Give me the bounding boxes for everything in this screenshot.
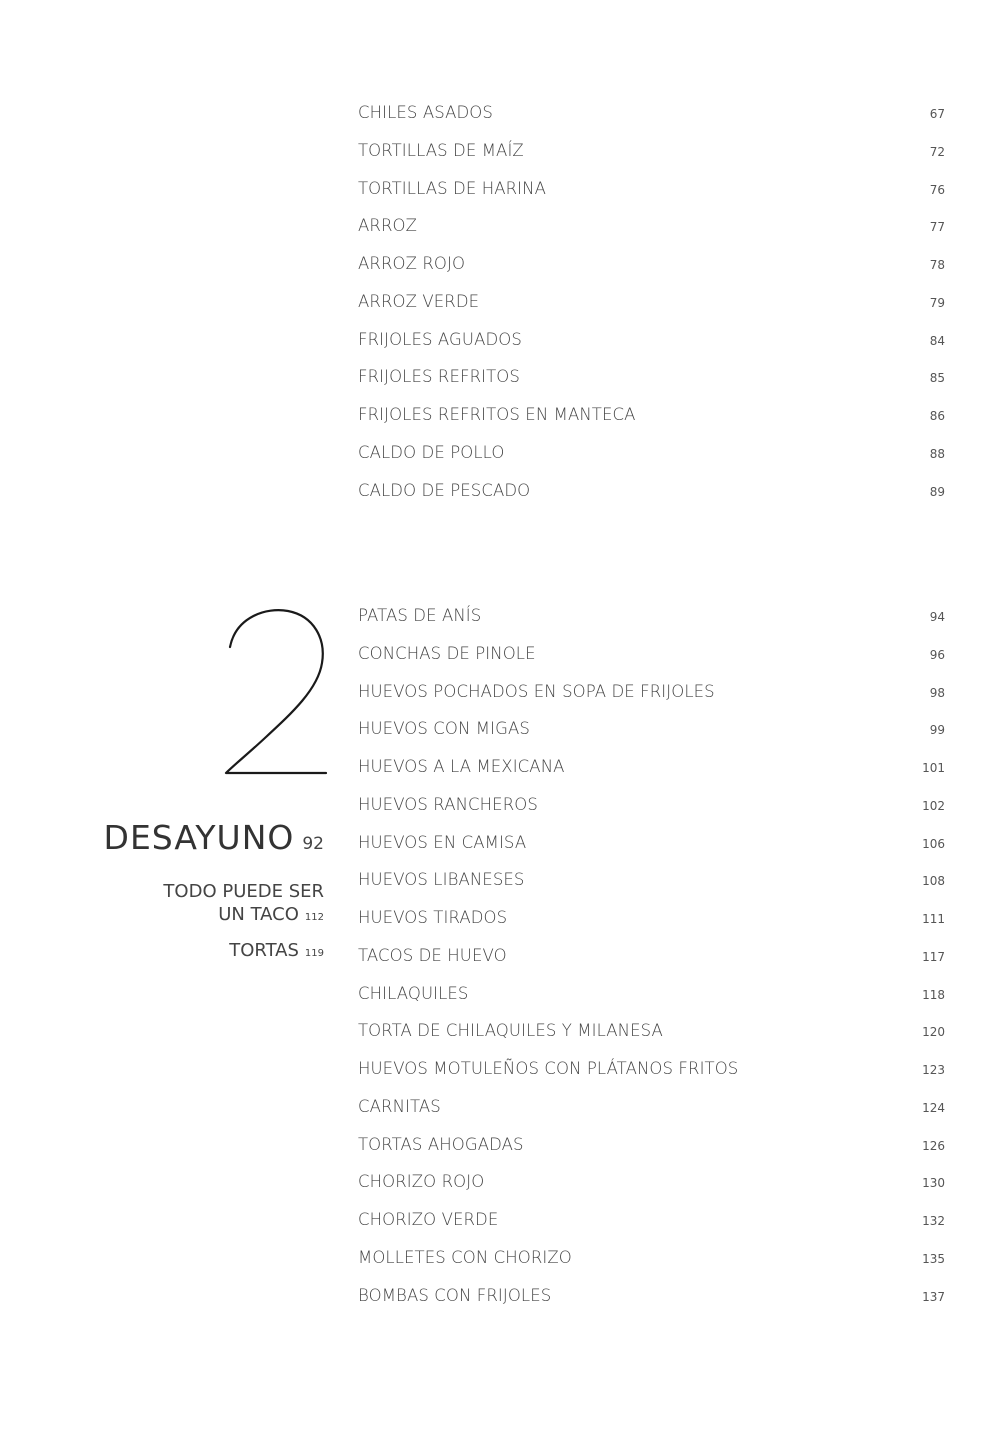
toc-entry[interactable]	[358, 793, 947, 831]
toc-entry-title: TORTA DE CHILAQUILES Y MILANESA	[358, 1021, 663, 1041]
toc-entry[interactable]	[358, 139, 947, 177]
toc-entry-title: HUEVOS RANCHEROS	[358, 794, 538, 814]
toc-entry[interactable]	[358, 717, 947, 755]
toc-entry[interactable]	[358, 1133, 947, 1171]
toc-entry-title: MOLLETES CON CHORIZO	[358, 1247, 572, 1267]
toc-entry[interactable]	[358, 479, 947, 517]
toc-entry-title: ARROZ ROJO	[358, 254, 466, 273]
toc-entry-page: 102	[922, 798, 945, 813]
toc-entry-page: 106	[922, 836, 945, 851]
toc-entry[interactable]	[358, 252, 947, 290]
toc-entry-page: 111	[922, 912, 945, 926]
toc-entry[interactable]	[358, 982, 947, 1020]
toc-list-section-2	[358, 604, 947, 1321]
toc-entry[interactable]	[358, 1057, 947, 1095]
toc-entry-title: HUEVOS CON MIGAS	[358, 719, 530, 739]
toc-entry[interactable]	[358, 1284, 947, 1322]
toc-entry[interactable]	[358, 403, 947, 441]
subsection-page: 119	[304, 948, 324, 959]
subsection-title: TORTAS	[229, 940, 299, 961]
toc-entry[interactable]	[358, 831, 947, 869]
toc-entry-page: 99	[929, 723, 945, 738]
toc-entry[interactable]	[358, 441, 947, 479]
toc-entry-title: CALDO DE PESCADO	[358, 480, 531, 500]
subsection-page: 112	[304, 912, 324, 923]
chapter-heading[interactable]	[104, 818, 324, 857]
toc-entry-page: 77	[929, 220, 945, 235]
toc-entry-page: 72	[929, 144, 945, 159]
toc-entry-page: 76	[929, 182, 945, 197]
chapter-title: DESAYUNO	[103, 818, 295, 857]
toc-entry-title: HUEVOS A LA MEXICANA	[358, 757, 565, 776]
toc-entry[interactable]	[358, 1019, 947, 1057]
toc-entry-page: 137	[922, 1289, 945, 1304]
subsection-tortas[interactable]	[229, 939, 324, 965]
toc-entry-title: HUEVOS LIBANESES	[358, 870, 525, 890]
chapter-page: 92	[302, 834, 324, 854]
toc-entry-page: 123	[922, 1063, 945, 1077]
toc-entry-title: HUEVOS POCHADOS EN SOPA DE FRIJOLES	[358, 681, 715, 701]
toc-entry-page: 130	[922, 1176, 945, 1191]
toc-entry-title: HUEVOS TIRADOS	[358, 908, 508, 927]
chapter-number-text: 2	[276, 705, 278, 706]
toc-entry-page: 85	[929, 371, 945, 386]
toc-entry[interactable]	[358, 1246, 947, 1284]
toc-entry[interactable]	[358, 755, 947, 793]
toc-entry-title: FRIJOLES AGUADOS	[358, 329, 522, 349]
toc-entry-page: 96	[929, 647, 945, 662]
toc-entry-page: 108	[922, 874, 945, 889]
toc-entry-title: CHORIZO ROJO	[358, 1172, 485, 1192]
toc-entry[interactable]	[358, 365, 947, 403]
toc-entry[interactable]	[358, 642, 947, 680]
toc-entry-page: 135	[922, 1251, 945, 1266]
toc-entry-title: BOMBAS CON FRIJOLES	[358, 1285, 552, 1305]
subsection-title-line1: TODO PUEDE SER	[163, 881, 324, 902]
toc-entry-page: 67	[929, 107, 945, 121]
toc-entry-page: 94	[929, 610, 945, 624]
toc-entry-title: HUEVOS MOTULEÑOS CON PLÁTANOS FRITOS	[358, 1059, 739, 1078]
toc-entry-page: 88	[929, 446, 945, 461]
toc-entry-page: 86	[929, 409, 945, 423]
toc-entry-title: HUEVOS EN CAMISA	[358, 832, 527, 852]
toc-entry[interactable]	[358, 1095, 947, 1133]
toc-entry[interactable]	[358, 680, 947, 718]
toc-entry[interactable]	[358, 177, 947, 215]
toc-entry-title: TACOS DE HUEVO	[358, 945, 507, 965]
toc-entry-title: TORTILLAS DE MAÍZ	[358, 140, 524, 160]
toc-entry-title: TORTILLAS DE HARINA	[358, 178, 546, 198]
chapter-number	[222, 605, 332, 780]
toc-entry[interactable]	[358, 328, 947, 366]
toc-entry-title: CARNITAS	[358, 1096, 441, 1116]
toc-entry[interactable]	[358, 290, 947, 328]
toc-entry[interactable]	[358, 1170, 947, 1208]
toc-entry-page: 84	[929, 333, 945, 348]
subsection-todo-puede-ser-un-taco[interactable]	[163, 880, 324, 929]
toc-entry-page: 117	[922, 949, 945, 964]
toc-entry[interactable]	[358, 868, 947, 906]
toc-entry-title: TORTAS AHOGADAS	[358, 1134, 524, 1154]
toc-entry-title: ARROZ VERDE	[358, 291, 480, 311]
toc-entry-title: CALDO DE POLLO	[358, 442, 505, 462]
toc-entry[interactable]	[358, 1208, 947, 1246]
toc-entry-title: ARROZ	[358, 216, 418, 236]
toc-entry-page: 124	[922, 1100, 945, 1115]
toc-list-section-1	[358, 101, 947, 516]
toc-entry-title: FRIJOLES REFRITOS	[358, 367, 520, 387]
toc-entry[interactable]	[358, 101, 947, 139]
subsection-title-line2: UN TACO	[218, 904, 299, 925]
toc-entry-title: PATAS DE ANÍS	[358, 606, 482, 625]
toc-entry-title: CHORIZO VERDE	[358, 1210, 499, 1229]
toc-entry-page: 120	[922, 1025, 945, 1040]
toc-entry[interactable]	[358, 604, 947, 642]
toc-entry-page: 101	[922, 761, 945, 775]
toc-entry-title: CHILAQUILES	[358, 983, 469, 1003]
toc-entry[interactable]	[358, 214, 947, 252]
toc-entry-title: CONCHAS DE PINOLE	[358, 643, 536, 663]
toc-entry[interactable]	[358, 944, 947, 982]
toc-entry-title: CHILES ASADOS	[358, 103, 493, 122]
toc-entry-page: 118	[922, 987, 945, 1002]
toc-entry-page: 79	[929, 295, 945, 310]
toc-entry-page: 132	[922, 1214, 945, 1228]
toc-entry-page: 98	[929, 685, 945, 700]
toc-entry[interactable]	[358, 906, 947, 944]
toc-entry-page: 126	[922, 1138, 945, 1153]
toc-entry-page: 78	[929, 258, 945, 272]
toc-entry-page: 89	[929, 484, 945, 499]
toc-entry-title: FRIJOLES REFRITOS EN MANTECA	[358, 405, 636, 424]
